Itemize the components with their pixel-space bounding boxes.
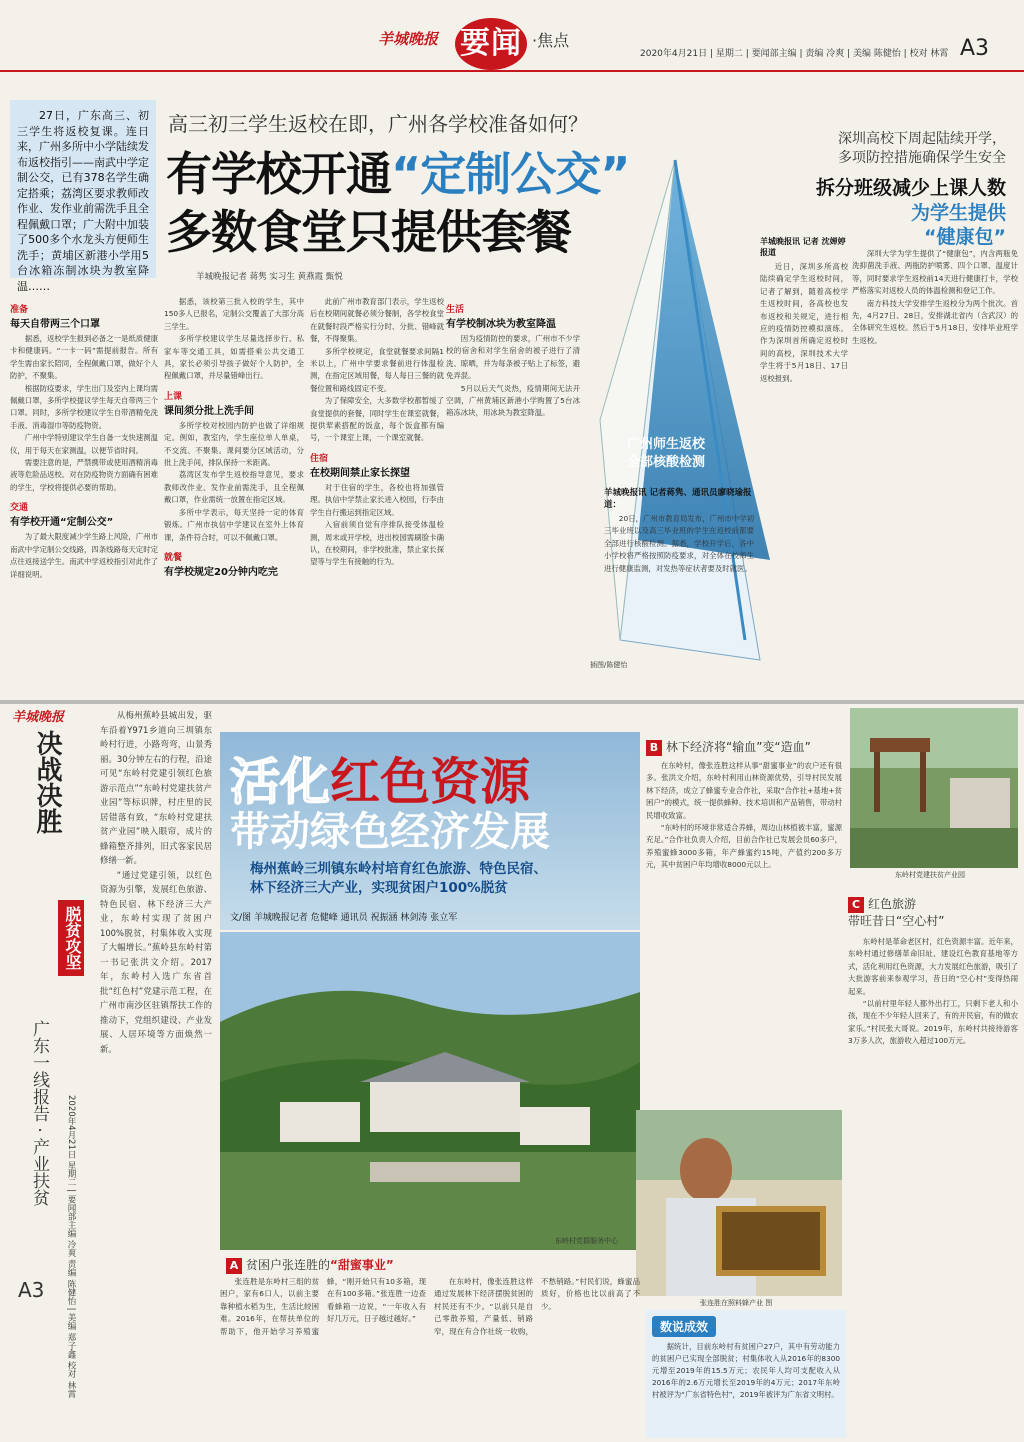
section-c-heading — [848, 896, 944, 930]
campaign-badge-sub: 脱贫攻坚 — [58, 900, 84, 976]
headline-line-2: 多数食堂只提供套餐 — [166, 205, 571, 259]
brief-byline: 羊城晚报讯 记者蒋隽、通讯员廖晓瑜报道： — [604, 488, 752, 510]
section-b-text — [646, 760, 842, 1108]
byline: 羊城晚报记者 蒋隽 实习生 黄燕霞 甄悦 — [196, 272, 343, 282]
article-column — [446, 296, 580, 596]
masthead — [0, 0, 1024, 70]
body-paragraph: “以前村里年轻人都外出打工，只剩下老人和小孩，现在不少年轻人回来了，有的开民宿，有的做农家乐。”村民张大哥说。2019年，东岭村共接待游客3万多人次，旅游收入超过100万元。 — [848, 999, 1018, 1046]
feature-deck — [250, 860, 547, 898]
section-title: 课间须分批上洗手间 — [164, 405, 254, 417]
body-paragraph: 据悉，返校学生报到必备之一是纸质健康卡和健康码。“一卡一码”需提前报告。所有学生需由家长陪同，全程佩戴口罩，做好个人防护，不聚集。 — [10, 334, 158, 381]
body-paragraph: 根据防疫要求，学生出门及室内上课均需佩戴口罩，多所学校提议学生每天自带两三个口罩。同时，多所学校建议学生自带酒精免洗手液、消毒湿巾等防疫物资。 — [10, 383, 158, 430]
stats-box-text: 据统计，目前东岭村有贫困户27户，其中有劳动能力的贫困户已实现全部脱贫；村集体收入从2016年的8300元增至2019年的15.5万元；农民年人均可支配收入从2016年的2.6万元增长至2019年的4万元；2017年东岭村被评为“广东省特色村”，2019年被评为广东省文明村。 — [652, 1342, 840, 1399]
body-paragraph: 多所学校建议学生尽量选择步行、私家车等交通工具，如需搭乘公共交通工具，家长必须引导孩子做好个人防护，全程佩戴口罩，并尽量错峰出行。 — [164, 334, 304, 381]
column-name: 广东一线报告 · 产业扶贫 — [29, 1020, 49, 1207]
section-title: 每天自带两三个口罩 — [10, 319, 100, 330]
body-paragraph: 南方科技大学安排学生返校分为两个批次。首先，4月27日、28日，安排湖北省内（含武汉）的全体研究生返校。然后于5月18日，安排毕业班学生返校。 — [852, 298, 1018, 345]
body-paragraph: 从梅州蕉岭县城出发，驱车沿着Y971乡道向三圳镇东岭村行进，小路弯弯，山景秀丽。30分钟左右的行程，沿途可见“东岭村党建引领红色旅游示范点”“东岭村党建扶贫产业园”等标识牌，村庄里的民居错落有致，“东岭村党建扶贫产业园”映入眼帘，成片的蜂箱整齐排列，旧式客家民居修缮一新。 — [100, 710, 212, 865]
sz-article-column — [760, 236, 848, 576]
body-paragraph: 在东岭村，像张连胜这样通过发展林下经济摆脱贫困的村民还有不少。“以前只是自己零散养殖，产量低、销路窄，现在有合作社统一收购，不愁销路。”村民们说，蜂蜜品质好，价格也比以前高了不少。 — [434, 1277, 640, 1336]
section-subtitle: ·焦点 — [532, 31, 570, 50]
tent-label-line: 广州师生返校 — [626, 437, 705, 452]
illustration-credit: 插图/陈健怡 — [590, 661, 628, 669]
article-column — [310, 296, 444, 696]
feature-side-info: 2020年4月21日 星期二 | 要闻部主编 冷爽 责编 陈健怡 | 美编 郑子鑫 校对 林霄 — [66, 1095, 76, 1398]
section-tag: 生活 — [446, 305, 465, 315]
body-paragraph: “通过党建引领，以红色资源为引擎，发展红色旅游、特色民宿、林下经济三大产业，东岭村实现了贫困户100%脱贫，村集体收入实现了大幅增长。”蕉岭县东岭村第一书记张洪文介绍。2017年，东岭村入选广东省首批“红色村”党建示范工程，在广州市南沙区驻镇帮扶工作的推动下，党组织建设、产业发展、人居环境等方面焕然一新。 — [100, 869, 212, 1054]
headline-part: 有学校开通 — [166, 147, 391, 201]
side-subhead: 为学生提供 — [910, 202, 1006, 224]
section-letter-icon: C — [848, 897, 864, 913]
section-a-title: 贫困户张连胜的 — [246, 1258, 331, 1272]
section-letter-icon: B — [646, 740, 662, 756]
body-paragraph: 张连胜是东岭村三组的贫困户，家有6口人，以前主要靠种植水稻为生，生活比较困难。2016年，在帮扶单位的帮助下，他开始学习养殖蜜蜂，“刚开始只有10多箱，现在有100多箱。”张连胜一边查看蜂箱一边说，“一年收入有好几万元，日子越过越好。” — [220, 1277, 426, 1336]
sz-article-column — [852, 248, 1018, 688]
side-headline: 拆分班级减少上课人数 — [815, 177, 1006, 199]
side-subhead: “健康包” — [924, 226, 1006, 248]
masthead-rule — [0, 70, 1024, 72]
beekeeper-photo — [636, 1110, 842, 1296]
section-badge: 要闻 — [455, 18, 527, 70]
section-b-title: 林下经济将“输血”变“造血” — [666, 740, 811, 754]
stats-box-title: 数说成效 — [652, 1316, 716, 1337]
body-paragraph: 20日，广州市教育局发布，广州市中学初三毕业班以及高三毕业班的学生在返校前都要全部进行核酸检测。据悉，学校开学后，各中小学校将严格按照防疫要求，对全体在校师生进行健康监测，对发热等症状者要及时就医。 — [604, 514, 754, 573]
body-paragraph: 为了最大限度减少学生路上风险，广州市南武中学定制公交线路，四条线路每天定时定点往返接送学生。南武中学返校指引对此作了详细说明。 — [10, 532, 158, 579]
section-c-title-2: 带旺昔日“空心村” — [848, 914, 945, 928]
body-paragraph: 5月以后天气炎热，疫情期间无法开空调，广州黄埔区新港小学购置了5台冰箱冻冰块，用冰块为教室降温。 — [446, 383, 580, 418]
body-paragraph: 深圳大学为学生提供了“健康包”，内含两瓶免洗抑菌洗手液、两瓶防护喷雾、四个口罩、温度计等，同时要求学生返校前14天进行健康打卡，学校严格落实对返校人员的体温检测和登记工作。 — [852, 249, 1018, 296]
section-title: 有学校制冰块为教室降温 — [446, 319, 556, 330]
tent-label — [622, 436, 710, 472]
body-paragraph: 多所学校规定，食堂就餐要求间隔1米以上，广州中学要求餐前进行体温检测，在指定区域用餐，每人每日三餐的就餐位置和路线固定不变。 — [310, 346, 444, 393]
section-tag: 准备 — [10, 305, 29, 315]
side-kicker-line: 深圳高校下周起陆续开学， — [838, 131, 1006, 147]
deck-line: 林下经济三大产业，实现贫困户100%脱贫 — [250, 880, 508, 896]
body-paragraph: 需要注意的是，严禁携带或使用酒精消毒液等危险品返校。对在防疫物资方面确有困难的学生，学校将提供必要的帮助。 — [10, 458, 158, 492]
section-b-heading — [646, 738, 811, 756]
sz-byline: 羊城晚报讯 记者 沈婵婷报道 — [760, 237, 846, 257]
feature-byline: 文/图 羊城晚报记者 危健峰 通讯员 祝振涵 林剑涛 张立军 — [230, 913, 458, 923]
column-sub: 产业扶贫 — [29, 1138, 49, 1207]
body-paragraph: 为了保障安全，大多数学校都暂缓了食堂提供的套餐，同时学生在课室就餐，提供荤素搭配的饭盒，每个饭盒都有编号，一个课室上课，一个课室就餐。 — [310, 396, 444, 443]
body-paragraph: 此前广州市教育部门表示，学生返校后在校期间就餐必须分餐制，各学校食堂在就餐时段严格实行分时、分批、错峰就餐，不得聚集。 — [310, 297, 444, 344]
feature-intro-column — [100, 708, 212, 1428]
body-paragraph: 多所中学表示，每天坚持一定的体育锻炼。广州市执信中学建议在室外上体育课，条件符合时，可以不佩戴口罩。 — [164, 507, 304, 542]
body-paragraph: 荔湾区发布学生返校指导意见，要求教师改作业、发作业前需洗手，且全程佩戴口罩，作业需统一放置在指定区域。 — [164, 470, 304, 505]
section-letter-icon: A — [226, 1258, 242, 1274]
feature-logo: 羊城晚报 — [12, 710, 65, 725]
industry-park-photo — [850, 708, 1018, 868]
article-column — [164, 296, 304, 696]
feature-headline-panel — [220, 732, 640, 930]
village-photo-caption: 东岭村党群服务中心 — [555, 1237, 618, 1245]
body-paragraph: “东岭村的环境非常适合养蜂，周边山林植被丰富，蜜源充足。”合作社负责人介绍，目前合作社已发展会员60多户，养殖蜜蜂3000多箱，年产蜂蜜约15吨，产值约200多万元，其中贫困户年均增收8000元以上。 — [646, 823, 843, 870]
section-title: 在校期间禁止家长探望 — [310, 467, 410, 479]
newspaper-logo: 羊城晚报 — [378, 30, 439, 48]
beekeeper-caption: 张连胜在照料蜂产业 图 — [700, 1299, 773, 1307]
section-a-text — [220, 1276, 640, 1436]
section-tag: 上课 — [164, 391, 183, 402]
section-c-text — [848, 936, 1018, 1436]
headline-quoted: “定制公交” — [391, 147, 630, 201]
page-number: A3 — [960, 36, 990, 61]
section-tag: 就餐 — [164, 552, 183, 563]
section-divider — [0, 700, 1024, 704]
side-kicker — [756, 130, 1006, 168]
feature-page-number: A3 — [18, 1278, 45, 1302]
body-paragraph: 入宿前须自觉有序排队接受体温检测，周末或开学校，进出校园需刷脸卡确认，在校期间，非学校批准，禁止家长探望等与学生有接触的行为。 — [310, 520, 444, 567]
test-news-brief — [604, 486, 754, 656]
body-paragraph: 近日，深圳多所高校陆续确定学生返校时间，记者了解到，随着高校学生返校时间，各高校也发布返校和关规定，进行相应的疫情防控模拟演练。作为深圳首所确定返校时间的高校，深圳技术大学学生将于5月18日、17日返校报到。 — [760, 262, 848, 383]
body-paragraph: 广州中学特别建议学生自备一支快速测温仪，用于每天在家测温，以便节省时间。 — [10, 433, 158, 455]
section-c-title: 红色旅游 — [868, 897, 917, 911]
section-tag: 交通 — [10, 503, 29, 514]
side-kicker-line: 多项防控措施确保学生安全 — [838, 150, 1006, 166]
village-photo — [220, 932, 640, 1250]
deck-line: 梅州蕉岭三圳镇东岭村培育红色旅游、特色民宿、 — [250, 861, 547, 877]
body-paragraph: 在东岭村，像张连胜这样从事“甜蜜事业”的农户还有很多。张洪文介绍，东岭村利用山林资源优势，引导村民发展林下经济，成立了蜂蜜专业合作社，采取“合作社+基地+贫困户”的模式，统一提供蜂种、技术培训和产品销售，带动村民增收致富。 — [646, 761, 842, 820]
headline-red: 红色资源 — [330, 752, 530, 811]
section-tag: 住宿 — [310, 453, 329, 464]
body-paragraph: 因为疫情防控的要求，广州市不少学校的宿舍和对学生宿舍的被子进行了清洗、晾晒，并为每条被子贴上了标签，避免弄混。 — [446, 334, 580, 381]
masthead-info: 2020年4月21日 | 星期二 | 要闻部主编 | 责编 冷爽 | 美编 陈健怡 | 校对 林霄 — [640, 49, 949, 59]
tent-label-line: 全部核酸检测 — [626, 455, 705, 470]
body-paragraph: 多所学校对校园内防护也做了详细规定。例如，教室内，学生座位单人单桌，不交流、不聚集。课间要分区域活动，分批上洗手间，排队保持一米距离。 — [164, 420, 304, 468]
body-paragraph: 东岭村是革命老区村，红色资源丰富。近年来，东岭村通过修缮革命旧址、建设红色教育基地等方式，活化利用红色资源，大力发展红色旅游，吸引了大批游客前来参观学习，昔日的“空心村”变得热闹起来。 — [848, 937, 1019, 996]
section-title: 有学校规定20分钟内吃完 — [164, 566, 278, 578]
article-column — [10, 296, 158, 696]
industry-park-caption: 东岭村党建扶贫产业园 — [895, 871, 965, 879]
body-paragraph: 据悉，该校第三批入校的学生，其中150多人已报名，定制公交覆盖了大部分高三学生。 — [164, 297, 304, 331]
column-title: 广东一线报告 — [29, 1020, 49, 1122]
headline-kicker: 高三初三学生返校在即，广州各学校准备如何？ — [168, 112, 588, 136]
feature-headline-2: 带动绿色经济发展 — [230, 808, 550, 855]
stats-box — [646, 1310, 846, 1438]
campaign-badge: 决战决胜 — [32, 730, 62, 834]
section-title: 有学校开通“定制公交” — [10, 517, 114, 529]
headline-outline: 活化 — [230, 752, 330, 811]
lead-summary-box: 27日，广东高三、初三学生将返校复课。连日来，广州多所中小学陆续发布返校指引——南武中学定制公交，已有378名学生确定搭乘；荔湾区要求教师改作业、发作业前需洗手且全程佩戴口罩；广大附中加装了500多个水龙头方便师生洗手；黄埔区新港小学用5台冰箱冻制冰块为教室降温…… — [10, 100, 156, 278]
section-a-heading — [226, 1256, 394, 1274]
section-a-highlight: “甜蜜事业” — [330, 1258, 394, 1272]
body-paragraph: 对于住宿的学生，各校也将加强管理。执信中学禁止家长进入校园，行李由学生自行搬运到指定区域。 — [310, 482, 444, 517]
